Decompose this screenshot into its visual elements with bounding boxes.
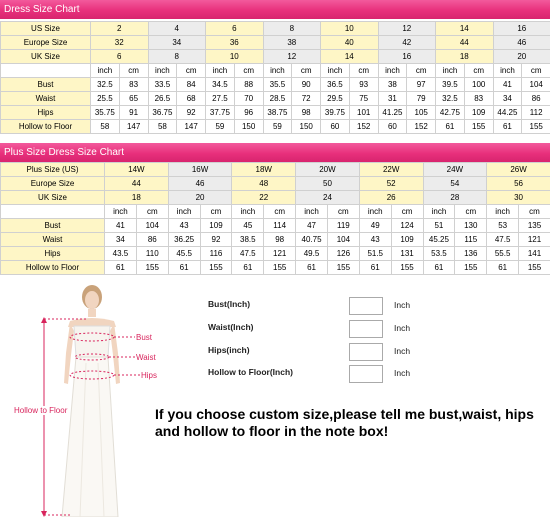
unit-cm: cm (292, 64, 321, 78)
unit-inch: inch (232, 205, 264, 219)
measurement-cell: 36.25 (168, 233, 200, 247)
size-row-us (1, 163, 550, 177)
size-cell: 46 (168, 177, 232, 191)
size-row-us (1, 22, 550, 36)
row-label: US Size (1, 22, 91, 36)
size-cell: 32 (91, 36, 149, 50)
unit-cm: cm (519, 205, 550, 219)
measurement-label: Waist (1, 233, 105, 247)
unit-cm: cm (391, 205, 423, 219)
measurement-cell: 136 (455, 247, 487, 261)
measurement-cell: 83 (464, 92, 493, 106)
unit-row-label (1, 205, 105, 219)
measurement-cell: 61 (493, 120, 522, 134)
measurement-cell: 61 (359, 261, 391, 275)
size-cell: 26 (359, 191, 423, 205)
measurement-cell: 55.5 (487, 247, 519, 261)
unit-cm: cm (234, 64, 263, 78)
bust-unit: Inch (394, 300, 411, 310)
plus-size-table (0, 162, 550, 275)
size-cell: 4 (148, 22, 206, 36)
row-label: UK Size (1, 191, 105, 205)
measurement-cell: 155 (136, 261, 168, 275)
unit-cm: cm (264, 205, 296, 219)
measurement-cell: 121 (519, 233, 550, 247)
measurement-cell: 45.5 (168, 247, 200, 261)
size-cell: 54 (423, 177, 487, 191)
measurement-cell: 90 (292, 78, 321, 92)
size-cell: 52 (359, 177, 423, 191)
dress-illustration (0, 283, 160, 517)
measurement-cell: 68 (177, 92, 206, 106)
measurement-row (1, 233, 550, 247)
size-cell: 12 (263, 50, 321, 64)
unit-row-label (1, 64, 91, 78)
measurement-cell: 36.75 (148, 106, 177, 120)
measurement-cell: 155 (522, 120, 550, 134)
measurement-cell: 116 (200, 247, 232, 261)
size-cell: 44 (105, 177, 169, 191)
unit-cm: cm (464, 64, 493, 78)
measurement-label: Hollow to Floor (1, 261, 105, 275)
measurement-row (1, 106, 550, 120)
row-label: Europe Size (1, 177, 105, 191)
measurement-cell: 97 (407, 78, 436, 92)
measurement-cell: 45 (232, 219, 264, 233)
size-cell: 44 (436, 36, 494, 50)
measurement-cell: 59 (206, 120, 235, 134)
unit-inch: inch (91, 64, 120, 78)
measurement-cell: 92 (200, 233, 232, 247)
measurement-cell: 155 (464, 120, 493, 134)
size-cell: 14W (105, 163, 169, 177)
measurement-cell: 147 (177, 120, 206, 134)
unit-inch: inch (105, 205, 137, 219)
measurement-cell: 61 (296, 261, 328, 275)
unit-inch: inch (321, 64, 350, 78)
unit-inch: inch (359, 205, 391, 219)
size-cell: 14 (321, 50, 379, 64)
measurement-cell: 155 (391, 261, 423, 275)
unit-inch: inch (168, 205, 200, 219)
measurement-cell: 25.5 (91, 92, 120, 106)
size-row-europe (1, 177, 550, 191)
measurement-cell: 44.25 (493, 106, 522, 120)
measurement-row (1, 261, 550, 275)
measurement-cell: 49 (359, 219, 391, 233)
measurement-cell: 119 (327, 219, 359, 233)
measurement-cell: 38.75 (263, 106, 292, 120)
measurement-cell: 104 (522, 78, 550, 92)
measurement-cell: 126 (327, 247, 359, 261)
measurement-cell: 42.75 (436, 106, 465, 120)
measurement-cell: 114 (264, 219, 296, 233)
measurement-cell: 29.5 (321, 92, 350, 106)
measurement-cell: 49.5 (296, 247, 328, 261)
measurement-cell: 147 (119, 120, 148, 134)
size-cell: 22W (359, 163, 423, 177)
hips-field-label: Hips(inch) (208, 345, 250, 355)
measurement-cell: 104 (327, 233, 359, 247)
unit-inch: inch (148, 64, 177, 78)
size-cell: 56 (487, 177, 550, 191)
hips-input[interactable] (349, 343, 383, 361)
measurement-cell: 131 (391, 247, 423, 261)
size-cell: 20 (493, 50, 550, 64)
measurement-row (1, 78, 550, 92)
unit-cm: cm (200, 205, 232, 219)
measurement-cell: 53.5 (423, 247, 455, 261)
measurement-label: Hips (1, 106, 91, 120)
size-cell: 16 (493, 22, 550, 36)
measurement-cell: 61 (168, 261, 200, 275)
size-cell: 28 (423, 191, 487, 205)
measurement-cell: 36.5 (321, 78, 350, 92)
measurement-cell: 61 (436, 120, 465, 134)
size-row-uk (1, 191, 550, 205)
size-cell: 18 (436, 50, 494, 64)
waist-label: Waist (136, 353, 156, 362)
hollow-unit: Inch (394, 368, 411, 378)
measurement-cell: 101 (349, 106, 378, 120)
unit-row (1, 205, 550, 219)
measurement-cell: 98 (292, 106, 321, 120)
measurement-cell: 155 (200, 261, 232, 275)
measurement-cell: 86 (136, 233, 168, 247)
measurement-cell: 51 (423, 219, 455, 233)
size-cell: 6 (91, 50, 149, 64)
measurement-cell: 115 (455, 233, 487, 247)
measurement-cell: 59 (263, 120, 292, 134)
unit-cm: cm (136, 205, 168, 219)
size-cell: 38 (263, 36, 321, 50)
measurement-cell: 39.75 (321, 106, 350, 120)
measurement-cell: 70 (234, 92, 263, 106)
measurement-cell: 38 (378, 78, 407, 92)
measurement-cell: 41 (493, 78, 522, 92)
measurement-cell: 58 (148, 120, 177, 134)
measurement-cell: 33.5 (148, 78, 177, 92)
measurement-cell: 86 (522, 92, 550, 106)
size-cell: 46 (493, 36, 550, 50)
size-cell: 10 (206, 50, 264, 64)
measurement-cell: 39.5 (436, 78, 465, 92)
hips-unit: Inch (394, 346, 411, 356)
measurement-cell: 104 (136, 219, 168, 233)
size-cell: 30 (487, 191, 550, 205)
unit-inch: inch (493, 64, 522, 78)
measurement-cell: 35.5 (263, 78, 292, 92)
size-row-europe (1, 36, 550, 50)
measurement-cell: 150 (292, 120, 321, 134)
measurement-cell: 152 (407, 120, 436, 134)
measurement-cell: 58 (91, 120, 120, 134)
unit-inch: inch (296, 205, 328, 219)
size-cell: 10 (321, 22, 379, 36)
size-cell: 20 (168, 191, 232, 205)
size-cell: 12 (378, 22, 436, 36)
size-cell: 36 (206, 36, 264, 50)
size-cell: 24W (423, 163, 487, 177)
size-cell: 8 (148, 50, 206, 64)
measurement-cell: 28.5 (263, 92, 292, 106)
size-cell: 14 (436, 22, 494, 36)
measurement-label: Bust (1, 78, 91, 92)
measurement-row (1, 120, 550, 134)
measurement-cell: 84 (177, 78, 206, 92)
unit-cm: cm (119, 64, 148, 78)
unit-cm: cm (349, 64, 378, 78)
measurement-row (1, 219, 550, 233)
measurement-cell: 60 (321, 120, 350, 134)
measurement-cell: 27.5 (206, 92, 235, 106)
measurement-label: Bust (1, 219, 105, 233)
measurement-cell: 130 (455, 219, 487, 233)
measurement-cell: 75 (349, 92, 378, 106)
hips-label: Hips (141, 371, 158, 380)
measurement-cell: 43 (168, 219, 200, 233)
unit-inch: inch (487, 205, 519, 219)
measurement-cell: 47 (296, 219, 328, 233)
measurement-cell: 88 (234, 78, 263, 92)
measurement-label: Hips (1, 247, 105, 261)
waist-field-label: Waist(Inch) (208, 322, 254, 332)
size-cell: 40 (321, 36, 379, 50)
measurement-cell: 43 (359, 233, 391, 247)
measurement-cell: 34 (105, 233, 137, 247)
measurement-cell: 100 (464, 78, 493, 92)
measurement-cell: 51.5 (359, 247, 391, 261)
measurement-cell: 141 (519, 247, 550, 261)
hollow-input[interactable] (349, 365, 383, 383)
row-label: Plus Size (US) (1, 163, 105, 177)
bust-field-label: Bust(Inch) (208, 299, 251, 309)
size-cell: 8 (263, 22, 321, 36)
unit-cm: cm (522, 64, 550, 78)
unit-cm: cm (327, 205, 359, 219)
measurement-cell: 26.5 (148, 92, 177, 106)
bust-input[interactable] (349, 297, 383, 315)
measurement-row (1, 92, 550, 106)
waist-input[interactable] (349, 320, 383, 338)
measurement-cell: 135 (519, 219, 550, 233)
measurement-cell: 91 (119, 106, 148, 120)
measurement-cell: 47.5 (232, 247, 264, 261)
measurement-cell: 41 (105, 219, 137, 233)
unit-inch: inch (423, 205, 455, 219)
measurement-cell: 98 (264, 233, 296, 247)
hollow-to-floor-label: Hollow to Floor (14, 406, 68, 415)
size-cell: 48 (232, 177, 296, 191)
measurement-cell: 150 (234, 120, 263, 134)
measurement-cell: 61 (487, 261, 519, 275)
measurement-cell: 79 (407, 92, 436, 106)
measurement-cell: 93 (349, 78, 378, 92)
unit-inch: inch (263, 64, 292, 78)
measurement-cell: 155 (455, 261, 487, 275)
size-cell: 42 (378, 36, 436, 50)
size-cell: 18 (105, 191, 169, 205)
measurement-cell: 112 (522, 106, 550, 120)
measurement-cell: 109 (464, 106, 493, 120)
dress-size-chart-title: Dress Size Chart (0, 0, 550, 19)
unit-cm: cm (407, 64, 436, 78)
waist-unit: Inch (394, 323, 411, 333)
measurement-cell: 109 (391, 233, 423, 247)
measurement-cell: 72 (292, 92, 321, 106)
measurement-cell: 43.5 (105, 247, 137, 261)
unit-inch: inch (206, 64, 235, 78)
size-cell: 50 (296, 177, 360, 191)
measurement-cell: 45.25 (423, 233, 455, 247)
measurement-label: Waist (1, 92, 91, 106)
unit-cm: cm (177, 64, 206, 78)
measurement-cell: 155 (327, 261, 359, 275)
measurement-cell: 121 (264, 247, 296, 261)
hollow-field-label: Hollow to Floor(Inch) (208, 367, 293, 377)
size-cell: 16 (378, 50, 436, 64)
measurement-cell: 155 (264, 261, 296, 275)
measurement-cell: 61 (423, 261, 455, 275)
dress-size-table (0, 21, 550, 134)
measurement-cell: 47.5 (487, 233, 519, 247)
size-cell: 20W (296, 163, 360, 177)
measurement-cell: 34.5 (206, 78, 235, 92)
measurement-cell: 32.5 (91, 78, 120, 92)
measurement-row (1, 247, 550, 261)
size-cell: 22 (232, 191, 296, 205)
size-cell: 24 (296, 191, 360, 205)
measurement-cell: 37.75 (206, 106, 235, 120)
size-cell: 18W (232, 163, 296, 177)
measurement-cell: 38.5 (232, 233, 264, 247)
measurement-cell: 34 (493, 92, 522, 106)
measurement-cell: 152 (349, 120, 378, 134)
measurement-cell: 96 (234, 106, 263, 120)
unit-row (1, 64, 550, 78)
size-row-uk (1, 50, 550, 64)
measurement-label: Hollow to Floor (1, 120, 91, 134)
custom-size-note: If you choose custom size,please tell me bust,waist, hips and hollow to floor in the note box! (155, 406, 534, 439)
size-cell: 2 (91, 22, 149, 36)
measurement-cell: 35.75 (91, 106, 120, 120)
unit-inch: inch (436, 64, 465, 78)
measurement-cell: 155 (519, 261, 550, 275)
measurement-cell: 61 (232, 261, 264, 275)
unit-cm: cm (455, 205, 487, 219)
unit-inch: inch (378, 64, 407, 78)
size-cell: 16W (168, 163, 232, 177)
measurement-cell: 41.25 (378, 106, 407, 120)
measurement-cell: 60 (378, 120, 407, 134)
measurement-cell: 31 (378, 92, 407, 106)
measurement-cell: 40.75 (296, 233, 328, 247)
plus-size-chart-title: Plus Size Dress Size Chart (0, 143, 550, 162)
measurement-cell: 110 (136, 247, 168, 261)
measurement-cell: 105 (407, 106, 436, 120)
bust-label: Bust (136, 333, 153, 342)
measurement-cell: 124 (391, 219, 423, 233)
size-cell: 34 (148, 36, 206, 50)
size-cell: 26W (487, 163, 550, 177)
measurement-cell: 65 (119, 92, 148, 106)
measurement-cell: 83 (119, 78, 148, 92)
measurement-cell: 32.5 (436, 92, 465, 106)
size-cell: 6 (206, 22, 264, 36)
measurement-cell: 61 (105, 261, 137, 275)
measurement-cell: 53 (487, 219, 519, 233)
row-label: Europe Size (1, 36, 91, 50)
measurement-cell: 109 (200, 219, 232, 233)
measurement-cell: 92 (177, 106, 206, 120)
row-label: UK Size (1, 50, 91, 64)
